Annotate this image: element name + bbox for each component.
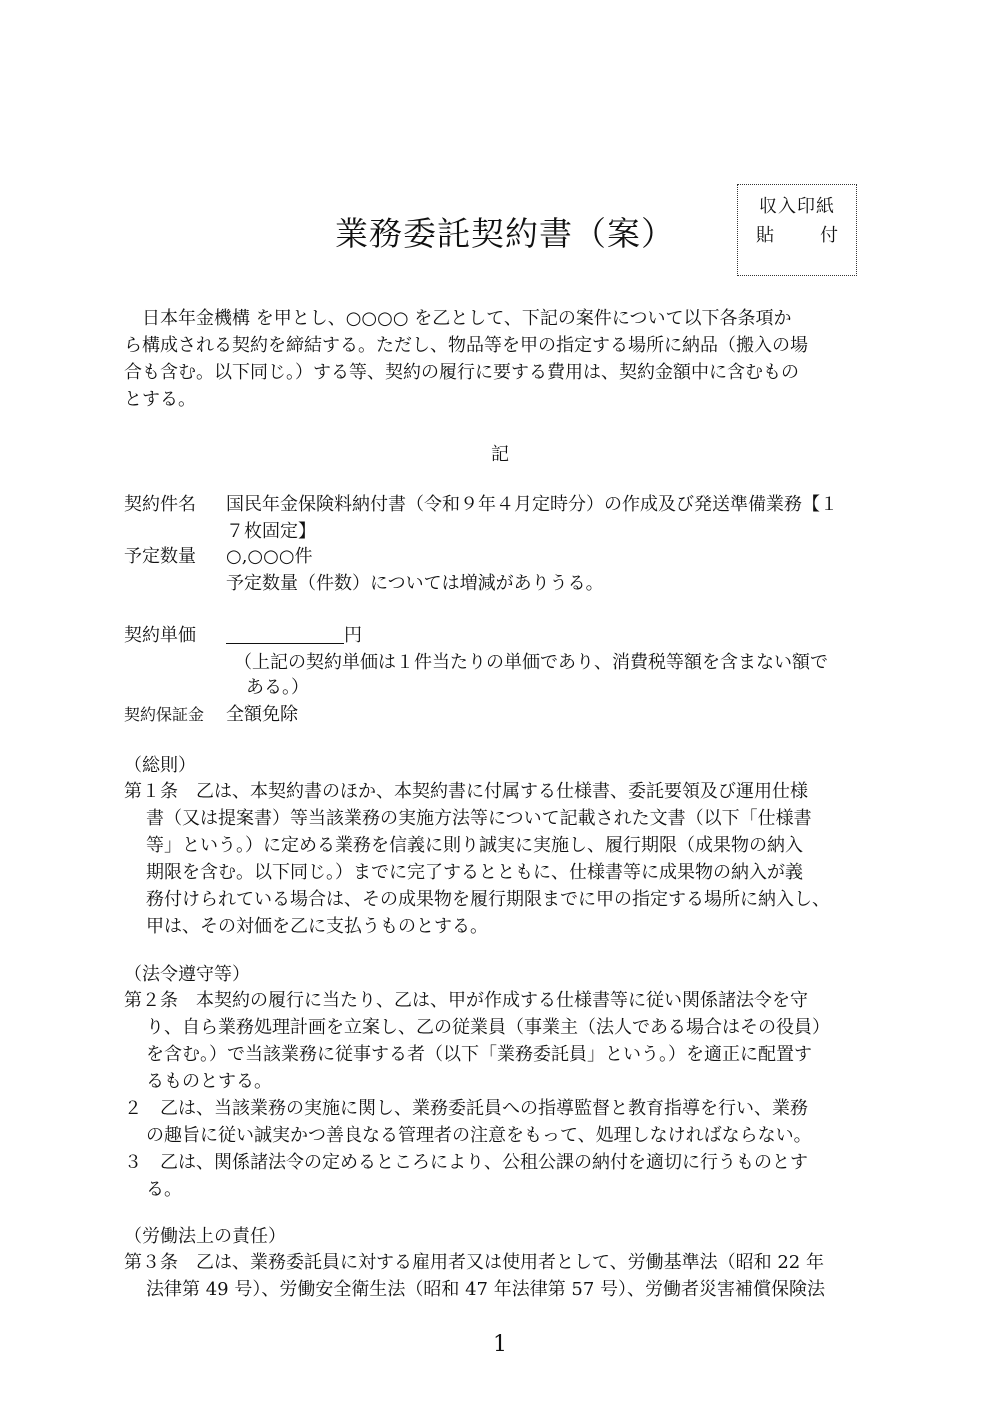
unit-price-value xyxy=(226,622,362,649)
article-line: 第２条 本契約の履行に当たり、乙は、甲が作成する仕様書等に従い関係諸法令を守 xyxy=(124,990,808,1011)
unit-price-note: （上記の契約単価は１件当たりの単価であり、消費税等額を含まない額で xyxy=(234,652,828,673)
stamp-affix-char-2: 付 xyxy=(820,225,838,246)
article-line: の趣旨に従い誠実かつ善良なる管理者の注意をもって、処理しなければならない。 xyxy=(146,1125,812,1146)
article-1 xyxy=(124,778,896,940)
intro-line: ら構成される契約を締結する。ただし、物品等を甲の指定する場所に納品（搬入の場 xyxy=(124,335,808,356)
article-line: を含む。）で当該業務に従事する者（以下「業務委託員」という。）を適正に配置す xyxy=(146,1044,812,1065)
revenue-stamp-box xyxy=(737,184,857,276)
article-line: 第１条 乙は、本契約書のほか、本契約書に付属する仕様書、委託要領及び運用仕様 xyxy=(124,781,808,802)
contract-name-value-cont: ７枚固定】 xyxy=(226,521,316,542)
article-line: 書（又は提案書）等当該業務の実施方法等について記載された文書（以下「仕様書 xyxy=(146,808,812,829)
article-line: 第３条 乙は、業務委託員に対する雇用者又は使用者として、労働基準法（昭和 22 年 xyxy=(124,1252,824,1273)
section-heading: （総則） xyxy=(124,755,196,776)
article-line: 期限を含む。以下同じ。）までに完了するとともに、仕様書等に成果物の納入が義 xyxy=(146,862,803,883)
section-heading: （労働法上の責任） xyxy=(124,1226,286,1247)
article-2 xyxy=(124,987,896,1203)
stamp-label: 収入印紙 xyxy=(759,196,835,217)
article-line: る。 xyxy=(146,1179,182,1200)
page-number: 1 xyxy=(493,1332,507,1357)
article-line: 等」という。）に定める業務を信義に則り誠実に実施し、履行期限（成果物の納入 xyxy=(146,835,803,856)
intro-line: 合も含む。以下同じ。）する等、契約の履行に要する費用は、契約金額中に含むもの xyxy=(124,362,799,383)
deposit-value: 全額免除 xyxy=(226,704,298,725)
intro-line: とする。 xyxy=(124,389,196,410)
document-title: 業務委託契約書（案） xyxy=(335,214,675,253)
unit-price-label: 契約単価 xyxy=(124,625,196,646)
contract-name-value: 国民年金保険料納付書（令和９年４月定時分）の作成及び発送準備業務【１ xyxy=(226,494,838,515)
article-line: るものとする。 xyxy=(146,1071,272,1092)
quantity-label: 予定数量 xyxy=(124,546,196,567)
stamp-affix-char-1: 貼 xyxy=(756,225,774,246)
intro-paragraph xyxy=(124,305,896,413)
section-heading: （法令遵守等） xyxy=(124,964,250,985)
ki-heading: 記 xyxy=(491,444,509,465)
intro-line: 日本年金機構 を甲とし、○○○○ を乙として、下記の案件について以下各条項か xyxy=(124,308,792,329)
article-line: 法律第 49 号）、労働安全衛生法（昭和 47 年法律第 57 号）、労働者災害補償保険法 xyxy=(146,1279,826,1300)
article-3 xyxy=(124,1249,896,1303)
article-line: り、自ら業務処理計画を立案し、乙の従業員（事業主（法人である場合はその役員） xyxy=(146,1017,830,1038)
article-line: ２ 乙は、当該業務の実施に関し、業務委託員への指導監督と教育指導を行い、業務 xyxy=(124,1098,808,1119)
quantity-note: 予定数量（件数）については増減がありうる。 xyxy=(226,573,604,594)
deposit-label: 契約保証金 xyxy=(124,705,205,724)
article-line: ３ 乙は、関係諸法令の定めるところにより、公租公課の納付を適切に行うものとす xyxy=(124,1152,808,1173)
unit-price-note-cont: ある。） xyxy=(246,677,309,698)
article-line: 甲は、その対価を乙に支払うものとする。 xyxy=(146,916,488,937)
stamp-affix xyxy=(738,221,856,250)
article-line: 務付けられている場合は、その成果物を履行期限までに甲の指定する場所に納入し、 xyxy=(146,889,830,910)
unit-price-unit: 円 xyxy=(344,625,362,646)
quantity-value: ○,○○○件 xyxy=(226,546,313,567)
contract-name-label: 契約件名 xyxy=(124,494,196,515)
unit-price-blank xyxy=(226,623,344,644)
